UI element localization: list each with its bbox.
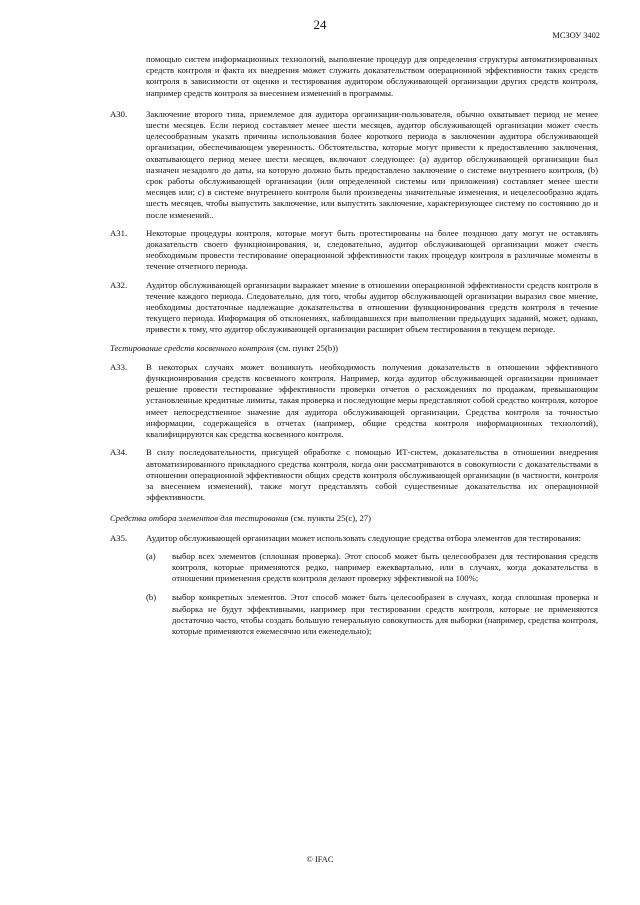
paragraph-a30 xyxy=(110,108,598,221)
paragraph-number: А30. xyxy=(110,108,128,119)
list-marker: (a) xyxy=(146,550,156,561)
paragraph-text: Аудитор обслуживающей организации может использовать следующие средства отбора элементов для тестирования: xyxy=(146,532,582,543)
list-item xyxy=(146,550,598,585)
paragraph-number: А31. xyxy=(110,227,128,238)
list-item xyxy=(146,592,598,637)
section-title: Средства отбора элементов для тестирования xyxy=(110,513,289,524)
paragraph-text: В некоторых случаях может возникнуть необходимость получения доказательств в отношении эффективного функционирования средств косвенного контроля. Например, когда аудитор обслуживающей организации принимает решение провести тестирование эффективности проверки отчетов о расхождениях по продажам, превышающим установленные кредитные лимиты, такая проверка и последующие меры представляют собой средство контроля, которое имеет непосредственное значение для аудитора обслуживающей организации. Средства контроля за точностью информации, содержащейся в отчетах (например, общие средства контроля информационных технологий), квалифицируются как средства косвенного контроля. xyxy=(146,361,598,440)
document-code: МСЗОУ 3402 xyxy=(552,31,600,40)
paragraph-text: помощью систем информационных технологий, выполнение процедур для определения структуры автоматизированных средств контроля и факта их внедрения может служить доказательством операционной эффективности таких средств контроля в зависимости от оценки и тестирования аудитором обслуживающей организации других средств контроля, например средств контроля за внесением изменений в программы. xyxy=(146,54,598,98)
paragraph-a32 xyxy=(110,279,598,336)
section-title: Тестирование средств косвенного контроля xyxy=(110,342,274,353)
paragraph-continuation xyxy=(146,54,598,99)
list-item-text: выбор всех элементов (сплошная проверка). Этот способ может быть целесообразен для тестирования средств контроля, которые применяются редко, например ежеквартально, или в случаях, когда доказательства в отношении применения средств контроля делают проверку эффективной на 100%; xyxy=(172,550,598,584)
paragraph-number: А33. xyxy=(110,361,128,372)
paragraph-number: А32. xyxy=(110,279,128,290)
footer-copyright: © IFAC xyxy=(306,855,334,864)
paragraph-a34 xyxy=(110,447,598,503)
section-reference: (см. пункты 25(c), 27) xyxy=(288,513,372,524)
paragraph-text: В силу последовательности, присущей обработке с помощью ИТ-систем, доказательства в отношении внедрения автоматизированного прикладного средства контроля, когда они рассматриваются в совокупности с доказательствами в отношении операционной эффективности общих средств контроля обслуживающей организации (в частности, контроля за внесением изменений), также могут представлять собой существенные доказательства их операционной эффективности. xyxy=(146,447,598,503)
paragraph-a31 xyxy=(110,227,598,273)
paragraph-text: Аудитор обслуживающей организации выражает мнение в отношении операционной эффективности средств контроля в течение каждого периода. Следовательно, для того, чтобы аудитор обслуживающей организации выразил свое мнение, необходимы достаточные надлежащие доказательства в отношении функционирования средств контроля в течение текущего периода. Информация об отклонениях, наблюдавшихся при выполнении предыдущих заданий, может, однако, привести к тому, что аудитор обслуживающей организации расширит объем тестирования в текущем периоде. xyxy=(146,279,598,335)
paragraph-a35 xyxy=(110,532,598,544)
paragraph-text: Заключение второго типа, приемлемое для аудитора организации-пользователя, обычно охватывает период не менее шести месяцев. Если период составляет менее шести месяцев, аудитор обслуживающей организации может счесть целесообразным указать причины использования более короткого периода в заключении аудитора обслуживающей организации, обеспечивающем уверенность. Обстоятельства, которые могут привести к предоставлению заключения, охватывающего период менее шести месяцев, включают следующее: (a) аудитор обслуживающей организации был назначен незадолго до даты, на которую должно быть предоставлено заключение о системе внутреннего контроля, (b) срок работы обслуживающей организации (или определенной системы или приложения) составляет менее шести месяцев или; c) в системе внутреннего контроля были произведены значительные изменения, и нецелесообразно ждать шесть месяцев, чтобы выпустить заключение, или выпустить заключение, характеризующее систему по состоянию до и после изменений.. xyxy=(146,108,598,220)
page-number: 24 xyxy=(313,17,327,32)
paragraph-number: А34. xyxy=(110,447,128,458)
section-heading-selection-means xyxy=(110,513,598,524)
list-marker: (b) xyxy=(146,592,157,603)
section-reference: (см. пункт 25(b)) xyxy=(273,342,339,353)
document-body xyxy=(110,54,598,645)
paragraph-number: А35. xyxy=(110,532,128,543)
paragraph-text: Некоторые процедуры контроля, которые могут быть протестированы на более позднюю дату могут не оставлять доказательств своего функционирования, и, следовательно, аудитор обслуживающей организации может счесть необходимым провести тестирование операционной эффективности таких процедур контроля в различные моменты в течение отчетного периода. xyxy=(146,227,598,272)
section-heading-indirect-controls xyxy=(110,343,598,354)
list-item-text: выбор конкретных элементов. Этот способ может быть целесообразен в случаях, когда сплошная проверка и выборка не будут эффективными, например при тестировании средств контроля, которые не применяются достаточно часто, чтобы создать большую генеральную совокупность для выборки (например, средства контроля, которые применяются ежемесячно или еженедельно); xyxy=(172,592,598,636)
paragraph-a33 xyxy=(110,361,598,440)
